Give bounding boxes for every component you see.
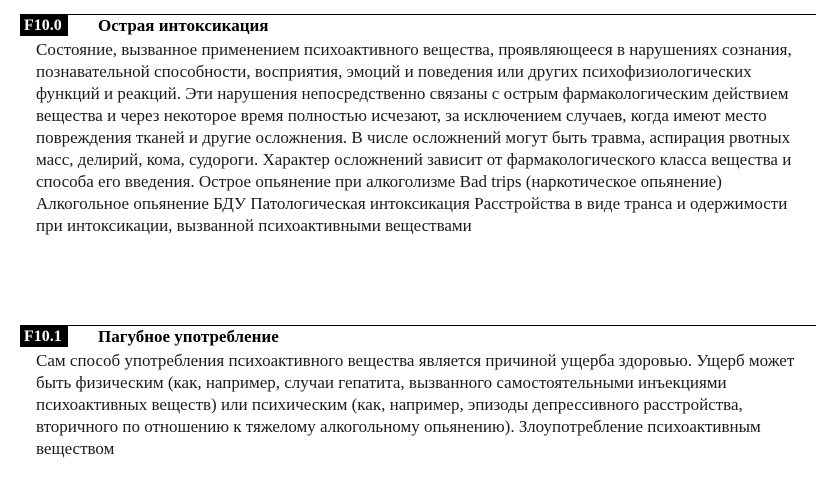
diagnosis-code-badge: F10.1: [20, 326, 68, 347]
section-f10-0: [20, 14, 816, 237]
section-description: Состояние, вызванное применением психоактивного вещества, проявляющееся в нарушениях сознания, познавательной способности, восприятия, эмоций и поведения или других психофизиологических функций и реакций. Эти нарушения непосредственно связаны с острым фармакологическим действием вещества и через некоторое время полностью исчезают, за исключением случаев, когда имеют место повреждения тканей и другие осложнения. В числе осложнений могут быть травма, аспирация рвотных масс, делирий, кома, судороги. Характер осложнений зависит от фармакологического класса вещества и способа его введения. Острое опьянение при алкоголизме Bad trips (наркотическое опьянение) Алкогольное опьянение БДУ Патологическая интоксикация Расстройства в виде транса и одержимости при интоксикации, вызванной психоактивными веществами: [36, 40, 792, 235]
section-title: Острая интоксикация: [98, 16, 269, 35]
section-description: Сам способ употребления психоактивного вещества является причиной ущерба здоровью. Ущерб может быть физическим (как, например, случаи гепатита, вызванного самостоятельными инъекциями психоактивных веществ) или психическим (как, например, эпизоды депрессивного расстройства, вторичного по отношению к тяжелому алкогольному опьянению). Злоупотребление психоактивным веществом: [36, 351, 795, 458]
section-title: Пагубное употребление: [98, 327, 279, 346]
section-header: [20, 14, 816, 36]
section-f10-1: [20, 325, 816, 460]
section-header: [20, 325, 816, 347]
diagnosis-code-badge: F10.0: [20, 15, 68, 36]
